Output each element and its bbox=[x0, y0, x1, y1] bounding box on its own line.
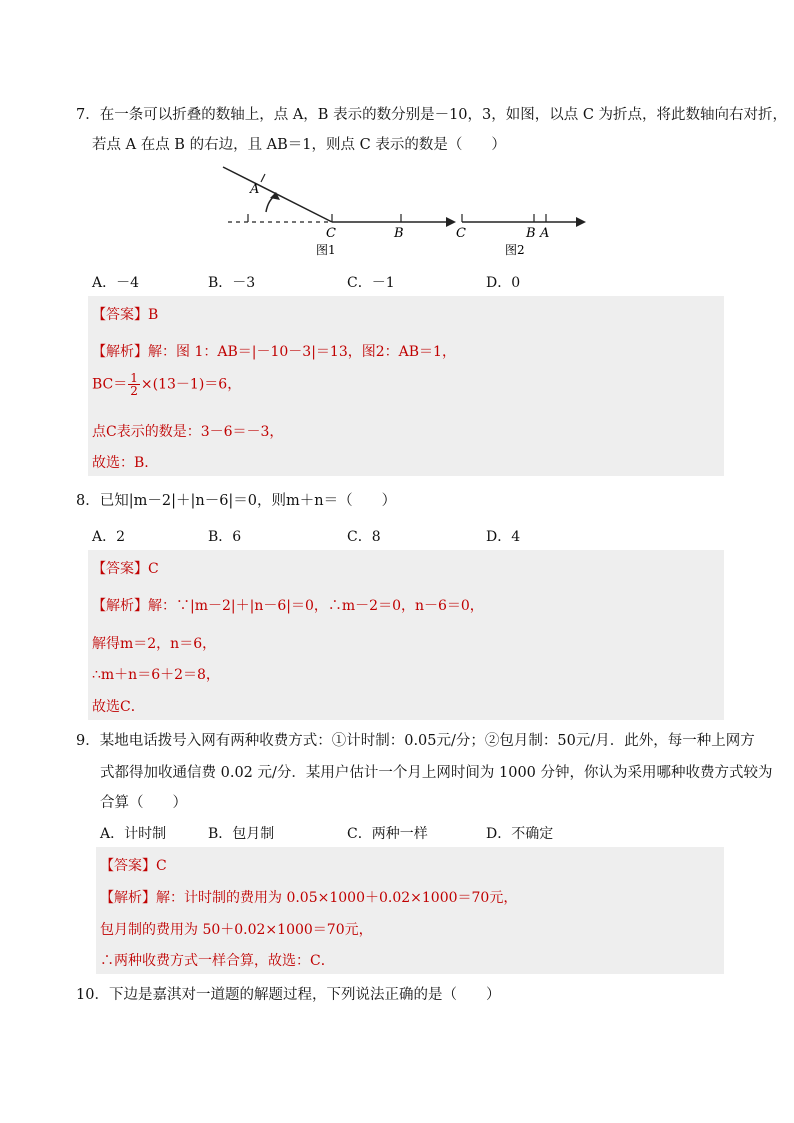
fig2-label-b: B bbox=[526, 226, 536, 241]
analysis-tag: 【解析】 bbox=[100, 890, 156, 906]
analysis-text: 解：图 1：AB＝|－10－3|＝13，图2：AB＝1， bbox=[148, 344, 456, 360]
fig1-arrowhead bbox=[446, 217, 456, 227]
fraction-denominator: 2 bbox=[130, 384, 138, 398]
answer-tag: 【答案】 bbox=[92, 307, 148, 323]
fraction-numerator: 1 bbox=[130, 371, 138, 385]
q7-analysis-line3: 点C表示的数是：3－6＝－3， bbox=[92, 424, 284, 440]
q7-analysis-line2 bbox=[92, 372, 241, 397]
q8-analysis-line2: 解得m＝2，n＝6， bbox=[92, 636, 217, 652]
q9-option-a[interactable]: A．计时制 bbox=[100, 826, 167, 842]
q8-analysis-line1 bbox=[92, 595, 484, 615]
q8-option-c[interactable]: C．8 bbox=[347, 529, 381, 545]
fig1-caption: 图1 bbox=[316, 243, 336, 257]
q8-option-b[interactable]: B．6 bbox=[208, 529, 242, 545]
q7-option-d[interactable]: D．0 bbox=[486, 275, 521, 291]
fig2-caption: 图2 bbox=[505, 243, 525, 257]
fig1-label-a: A bbox=[250, 182, 260, 197]
answer-tag: 【答案】 bbox=[100, 858, 156, 874]
q8-stem: 8．已知|m－2|＋|n－6|＝0，则m＋n＝（ ） bbox=[76, 493, 397, 509]
q9-option-d[interactable]: D．不确定 bbox=[486, 826, 554, 842]
q9-option-b[interactable]: B．包月制 bbox=[208, 826, 275, 842]
analysis-tag: 【解析】 bbox=[92, 598, 148, 614]
answer-value: C bbox=[156, 858, 167, 874]
analysis-text: 解：∵|m－2|＋|n－6|＝0，∴m－2＝0，n－6＝0， bbox=[148, 598, 484, 614]
q9-stem-line3: 合算（ ） bbox=[100, 795, 187, 811]
q8-answer bbox=[92, 558, 159, 578]
fig2-arrowhead bbox=[576, 217, 586, 227]
answer-value: B bbox=[148, 307, 159, 323]
fraction-half bbox=[128, 372, 140, 397]
q8-option-a[interactable]: A．2 bbox=[92, 529, 126, 545]
analysis-suffix: ×(13－1)＝6， bbox=[140, 376, 242, 393]
q7-stem-line1: 7．在一条可以折叠的数轴上，点 A，B 表示的数分别是－10，3，如图，以点 C 为折点，将此数轴向右对折， bbox=[76, 107, 788, 123]
answer-value: C bbox=[148, 561, 159, 577]
q7-option-b[interactable]: B．－3 bbox=[208, 275, 256, 291]
fig2-label-a: A bbox=[540, 226, 550, 241]
q7-answer bbox=[92, 304, 158, 324]
q9-answer bbox=[100, 855, 167, 875]
q9-analysis-line2: 包月制的费用为 50＋0.02×1000＝70元， bbox=[100, 922, 373, 938]
fig1-label-c: C bbox=[326, 226, 336, 241]
q9-option-c[interactable]: C．两种一样 bbox=[347, 826, 428, 842]
q8-analysis-line4: 故选C． bbox=[92, 699, 145, 715]
q9-stem-line1: 9．某地电话拨号入网有两种收费方式：①计时制：0.05元/分；②包月制：50元/月．此外，每一种上网方 bbox=[76, 733, 755, 749]
q10-stem: 10．下边是嘉淇对一道题的解题过程，下列说法正确的是（ ） bbox=[76, 987, 501, 1003]
q7-analysis-line4: 故选：B. bbox=[92, 455, 149, 471]
fig2-label-c: C bbox=[456, 226, 466, 241]
q7-analysis-line1 bbox=[92, 341, 456, 361]
fig1-label-b: B bbox=[394, 226, 404, 241]
analysis-text: 解：计时制的费用为 0.05×1000＋0.02×1000＝70元， bbox=[156, 890, 518, 906]
q9-analysis-line1 bbox=[100, 887, 517, 907]
q7-number-line-figure bbox=[218, 162, 598, 262]
q7-stem-line2: 若点 A 在点 B 的右边，且 AB＝1，则点 C 表示的数是（ ） bbox=[92, 137, 506, 153]
q7-option-c[interactable]: C．－1 bbox=[347, 275, 395, 291]
fig1-folded-segment bbox=[223, 167, 332, 222]
q9-analysis-line3: ∴两种收费方式一样合算，故选：C． bbox=[100, 953, 335, 969]
analysis-tag: 【解析】 bbox=[92, 344, 148, 360]
q7-option-a[interactable]: A．－4 bbox=[92, 275, 140, 291]
q8-option-d[interactable]: D．4 bbox=[486, 529, 521, 545]
q9-stem-line2: 式都得加收通信费 0.02 元/分．某用户估计一个月上网时间为 1000 分钟，你认为采用哪种收费方式较为 bbox=[100, 765, 773, 781]
q8-analysis-line3: ∴m＋n＝6＋2＝8， bbox=[92, 667, 220, 683]
analysis-prefix: BC＝ bbox=[92, 376, 128, 393]
answer-tag: 【答案】 bbox=[92, 561, 148, 577]
fig1-tick-a bbox=[261, 174, 265, 182]
